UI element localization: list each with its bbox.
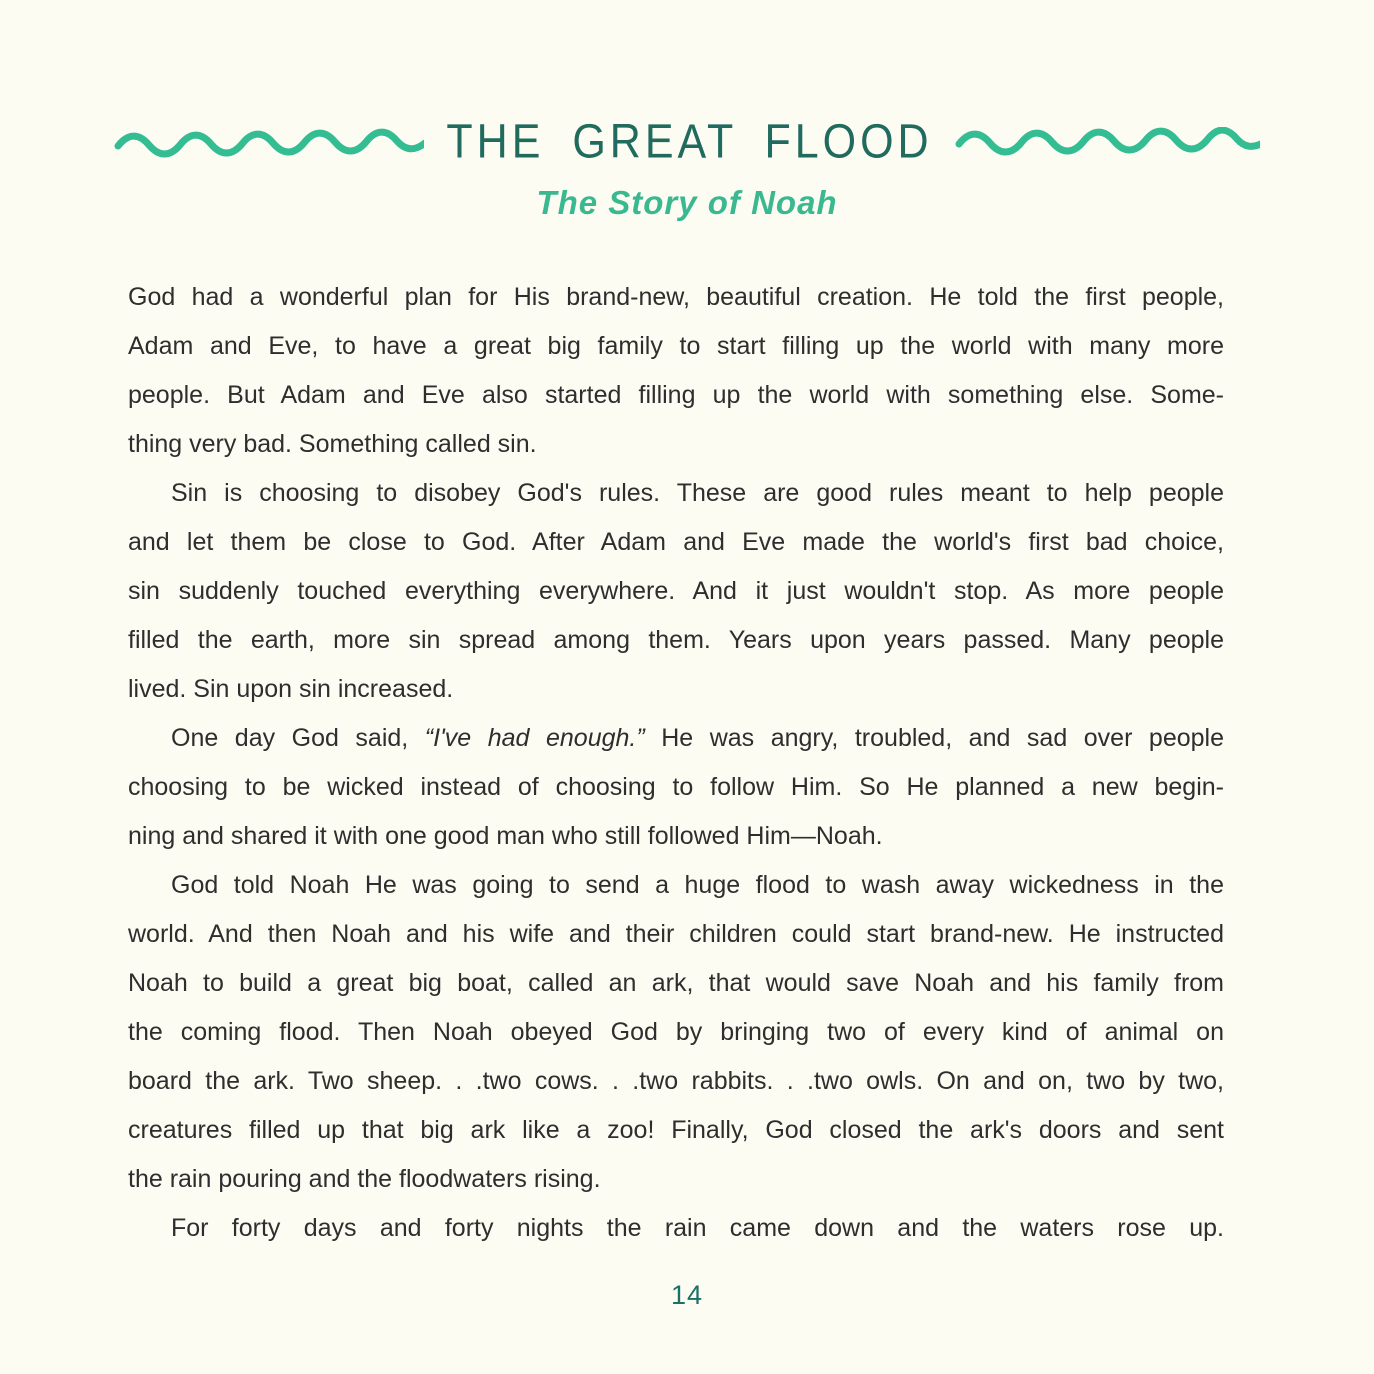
text-segment: choosing to be wicked instead of choosing to follow Him. So He planned a new begin- xyxy=(128,773,1224,801)
text-line xyxy=(128,371,1224,420)
paragraph xyxy=(128,273,1224,469)
paragraph xyxy=(128,1204,1224,1253)
paragraph xyxy=(128,469,1224,714)
text-segment: He was angry, troubled, and sad over people xyxy=(644,724,1225,752)
text-line xyxy=(128,1155,1224,1204)
text-line xyxy=(128,420,1224,469)
text-line xyxy=(128,714,1224,763)
text-segment: God had a wonderful plan for His brand-new, beautiful creation. He told the first people, xyxy=(128,283,1224,311)
chapter-subtitle: The Story of Noah xyxy=(536,184,838,221)
text-segment: One day God said, xyxy=(171,724,425,752)
text-segment: For forty days and forty nights the rain came down and the waters rose up. xyxy=(171,1214,1224,1242)
text-line xyxy=(128,861,1224,910)
text-line xyxy=(128,469,1224,518)
text-line xyxy=(128,665,1224,714)
text-segment: creatures filled up that big ark like a zoo! Finally, God closed the ark's doors and sent xyxy=(128,1116,1224,1144)
text-segment: God told Noah He was going to send a huge flood to wash away wickedness in the xyxy=(171,871,1224,899)
text-line xyxy=(128,1008,1224,1057)
text-line xyxy=(128,518,1224,567)
page-number: 14 xyxy=(670,1280,704,1310)
text-segment: filled the earth, more sin spread among them. Years upon years passed. Many people xyxy=(128,626,1224,654)
text-segment: world. And then Noah and his wife and their children could start brand-new. He instructed xyxy=(128,920,1224,948)
chapter-title: THE GREAT FLOOD xyxy=(446,115,933,169)
text-segment: sin suddenly touched everything everywhere. And it just wouldn't stop. As more people xyxy=(128,577,1224,605)
text-segment: and let them be close to God. After Adam and Eve made the world's first bad choice, xyxy=(128,528,1224,556)
text-line xyxy=(128,763,1224,812)
paragraph xyxy=(128,861,1224,1204)
text-segment: board the ark. Two sheep. . .two cows. . .two rabbits. . .two owls. On and on, two by two, xyxy=(128,1067,1224,1095)
text-segment: Adam and Eve, to have a great big family to start filling up the world with many more xyxy=(128,332,1224,360)
text-line xyxy=(128,959,1224,1008)
italic-text-segment: “I've had enough.” xyxy=(424,724,645,752)
story-text xyxy=(128,273,1224,1253)
text-segment: thing very bad. Something called sin. xyxy=(128,430,537,458)
text-line xyxy=(128,910,1224,959)
text-segment: people. But Adam and Eve also started filling up the world with something else. Some- xyxy=(128,381,1224,409)
text-line xyxy=(128,1106,1224,1155)
paragraph xyxy=(128,714,1224,861)
text-line xyxy=(128,567,1224,616)
text-line xyxy=(128,273,1224,322)
text-line xyxy=(128,1204,1224,1253)
text-segment: the rain pouring and the floodwaters rising. xyxy=(128,1165,601,1193)
chapter-header xyxy=(0,115,1374,169)
wave-line-right-icon xyxy=(955,127,1260,159)
text-segment: ning and shared it with one good man who still followed Him—Noah. xyxy=(128,822,883,850)
text-line xyxy=(128,616,1224,665)
text-segment: the coming flood. Then Noah obeyed God by bringing two of every kind of animal on xyxy=(128,1018,1224,1046)
text-segment: Sin is choosing to disobey God's rules. These are good rules meant to help people xyxy=(171,479,1224,507)
text-segment: lived. Sin upon sin increased. xyxy=(128,675,454,703)
text-line xyxy=(128,1057,1224,1106)
text-line xyxy=(128,812,1224,861)
wave-line-left-icon xyxy=(114,127,424,159)
text-line xyxy=(128,322,1224,371)
text-segment: Noah to build a great big boat, called an ark, that would save Noah and his family from xyxy=(128,969,1224,997)
